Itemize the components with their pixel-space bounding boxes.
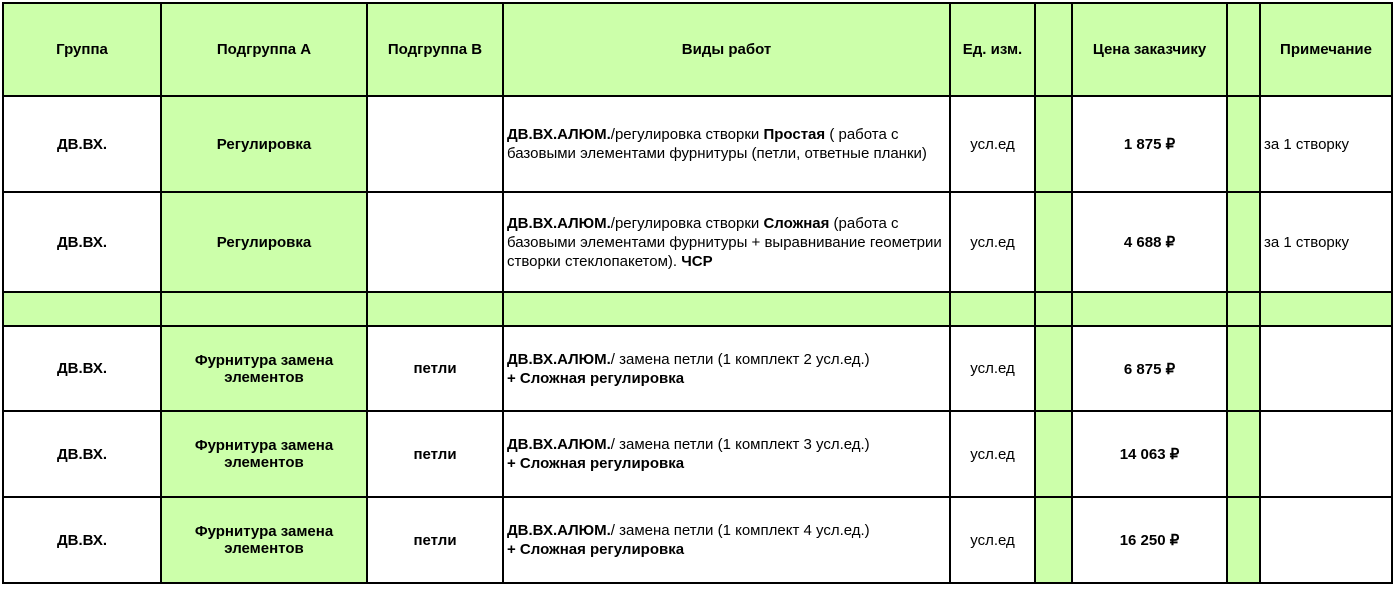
cell-group: ДВ.ВХ. [3, 411, 161, 497]
cell-work-type [503, 192, 950, 292]
cell-spacer [1227, 96, 1260, 192]
separator-cell [950, 292, 1035, 326]
separator-cell [503, 292, 950, 326]
cell-subgroup-b: петли [367, 326, 503, 411]
separator-cell [1260, 292, 1392, 326]
separator-cell [161, 292, 367, 326]
separator-row [3, 292, 1392, 326]
separator-cell [367, 292, 503, 326]
cell-subgroup-a: Фурнитура замена элементов [161, 497, 367, 583]
cell-unit: усл.ед [950, 326, 1035, 411]
price-table [2, 2, 1393, 584]
cell-price: 1 875 ₽ [1072, 96, 1227, 192]
separator-cell [1227, 292, 1260, 326]
header-subgroup-a: Подгруппа А [161, 3, 367, 96]
work-emphasis: + Сложная регулировка [507, 455, 685, 472]
cell-group: ДВ.ВХ. [3, 497, 161, 583]
cell-price: 14 063 ₽ [1072, 411, 1227, 497]
header-note: Примечание [1260, 3, 1392, 96]
cell-work-type [503, 411, 950, 497]
work-code: ДВ.ВХ.АЛЮМ. [507, 126, 611, 143]
header-price: Цена заказчику [1072, 3, 1227, 96]
header-row [3, 3, 1392, 96]
work-emphasis: Простая [763, 126, 826, 143]
cell-spacer [1227, 326, 1260, 411]
table-row [3, 96, 1392, 192]
work-text: /регулировка створки [610, 214, 764, 232]
cell-spacer [1227, 192, 1260, 292]
cell-note [1260, 411, 1392, 497]
header-spacer [1227, 3, 1260, 96]
work-emphasis: + Сложная регулировка [507, 541, 685, 558]
work-text: / замена петли (1 комплект 2 усл.ед.) [610, 350, 870, 368]
cell-spacer [1227, 497, 1260, 583]
work-emphasis: ЧСР [681, 252, 713, 270]
header-spacer [1035, 3, 1072, 96]
work-emphasis: Сложная [763, 214, 830, 232]
work-text: / замена петли (1 комплект 3 усл.ед.) [610, 436, 870, 453]
header-unit: Ед. изм. [950, 3, 1035, 96]
work-code: ДВ.ВХ.АЛЮМ. [507, 522, 611, 539]
table-row [3, 192, 1392, 292]
cell-note [1260, 326, 1392, 411]
cell-subgroup-a: Регулировка [161, 192, 367, 292]
cell-subgroup-b [367, 96, 503, 192]
cell-subgroup-a: Фурнитура замена элементов [161, 326, 367, 411]
cell-spacer [1227, 411, 1260, 497]
cell-spacer [1035, 192, 1072, 292]
table-row [3, 497, 1392, 583]
header-subgroup-b: Подгруппа В [367, 3, 503, 96]
cell-unit: усл.ед [950, 411, 1035, 497]
cell-unit: усл.ед [950, 96, 1035, 192]
cell-spacer [1035, 96, 1072, 192]
cell-unit: усл.ед [950, 497, 1035, 583]
cell-subgroup-b: петли [367, 497, 503, 583]
cell-price: 4 688 ₽ [1072, 192, 1227, 292]
table-row [3, 326, 1392, 411]
cell-group: ДВ.ВХ. [3, 326, 161, 411]
work-text: / замена петли (1 комплект 4 усл.ед.) [610, 522, 870, 539]
cell-work-type [503, 96, 950, 192]
cell-price: 16 250 ₽ [1072, 497, 1227, 583]
work-text: /регулировка створки [610, 126, 764, 143]
cell-subgroup-a: Регулировка [161, 96, 367, 192]
work-code: ДВ.ВХ.АЛЮМ. [507, 350, 611, 368]
cell-spacer [1035, 497, 1072, 583]
cell-spacer [1035, 411, 1072, 497]
cell-group: ДВ.ВХ. [3, 96, 161, 192]
work-text: ( работа с базовыми элементами фурнитуры (петли, ответные планки) [507, 126, 927, 162]
work-code: ДВ.ВХ.АЛЮМ. [507, 214, 611, 232]
work-text: (работа с базовыми элементами фурнитуры + выравнивание геометрии створки стеклопакетом). [507, 214, 942, 270]
header-work-types: Виды работ [503, 3, 950, 96]
header-group: Группа [3, 3, 161, 96]
cell-work-type [503, 326, 950, 411]
cell-subgroup-b: петли [367, 411, 503, 497]
cell-unit: усл.ед [950, 192, 1035, 292]
separator-cell [1072, 292, 1227, 326]
work-code: ДВ.ВХ.АЛЮМ. [507, 436, 611, 453]
table-row [3, 411, 1392, 497]
cell-work-type [503, 497, 950, 583]
cell-note [1260, 497, 1392, 583]
cell-subgroup-b [367, 192, 503, 292]
cell-group: ДВ.ВХ. [3, 192, 161, 292]
cell-price: 6 875 ₽ [1072, 326, 1227, 411]
separator-cell [1035, 292, 1072, 326]
work-emphasis: + Сложная регулировка [507, 369, 685, 387]
cell-spacer [1035, 326, 1072, 411]
cell-note: за 1 створку [1260, 192, 1392, 292]
separator-cell [3, 292, 161, 326]
cell-note: за 1 створку [1260, 96, 1392, 192]
cell-subgroup-a: Фурнитура замена элементов [161, 411, 367, 497]
